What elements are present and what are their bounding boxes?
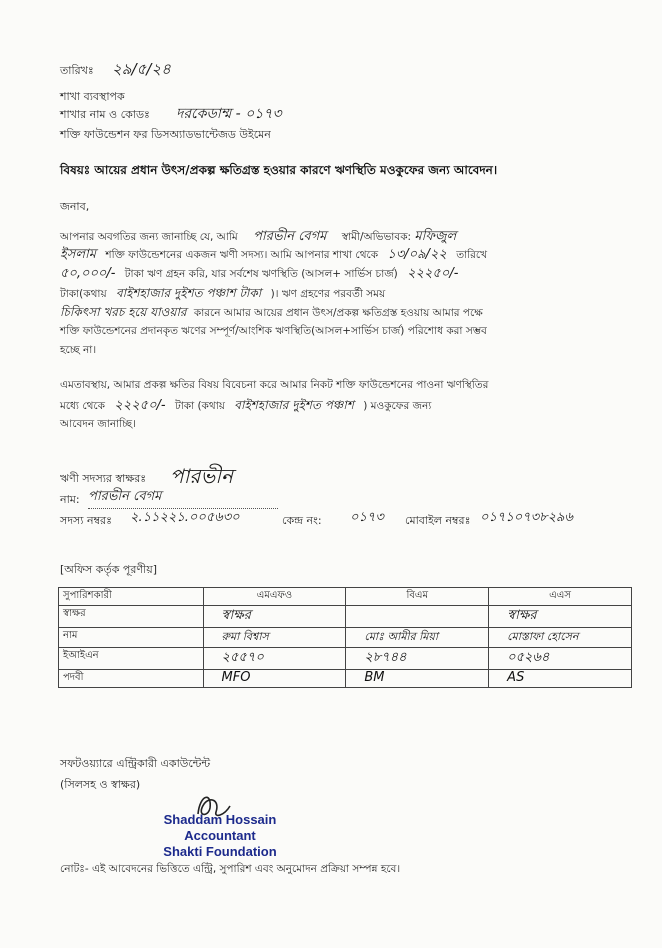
org-line: শক্তি ফাউন্ডেশন ফর ডিসঅ্যাডভান্টেজড উইমেন	[60, 128, 271, 141]
row-label-name: নাম	[59, 628, 204, 648]
branch-value: দরকেডাম্ম - ০১৭৩	[176, 106, 282, 122]
para1-text: টাকা(কথায়	[60, 288, 107, 300]
para1-text: কারনে আমার আয়ের প্রধান উৎস/প্রকল্প ক্ষতিগ্রস্ত হওয়ায় আমার পক্ষে	[193, 307, 483, 319]
para2-line2	[60, 398, 630, 413]
office-table	[58, 587, 632, 688]
waive-words-handwritten: বাইশহাজার দুইশত পঞ্চাশ	[234, 398, 354, 412]
bm-designation: BM	[364, 670, 385, 685]
para2-text: মধ্যে থেকে	[60, 400, 105, 412]
center-value: ০১৭৩	[350, 510, 384, 525]
accountant-line: সফটওয়্যারে এন্ট্রিকারী একাউন্টেন্ট	[60, 757, 211, 770]
subject-line: বিষয়ঃ আয়ের প্রধান উৎস/প্রকল্প ক্ষতিগ্রস্ত হওয়ার কারণে ঋণস্থিতি মওকুফের জন্য আবেদন।	[60, 163, 498, 177]
bm-ein: ২৮৭৪৪	[364, 650, 407, 665]
para1-text: টাকা ঋণ গ্রহন করি, যার সর্বশেষ ঋণস্থিতি (আসল+ সার্ভিস চার্জ)	[124, 268, 398, 280]
table-row	[59, 648, 632, 670]
mfo-designation: MFO	[221, 670, 251, 685]
table-row	[59, 628, 632, 648]
reason-handwritten: চিকিৎসা খরচ হয়ে যাওয়ার	[60, 305, 187, 319]
mfo-signature: স্বাক্ষর	[221, 608, 251, 623]
office-section-title: [অফিস কর্তৃক পূরণীয়]	[60, 563, 157, 576]
balance-words-handwritten: বাইশহাজার দুইশত পঞ্চাশ টাকা	[115, 286, 262, 300]
col-header-bm: বিএম	[346, 588, 489, 606]
para1-text: তারিখে	[456, 249, 488, 261]
member-signature: পারভীন	[170, 464, 233, 488]
mfo-name: রুমা বিশ্বাস	[221, 630, 269, 643]
stamp-name: Shaddam Hossain	[163, 812, 277, 827]
table-row	[59, 606, 632, 628]
table-row	[59, 588, 632, 606]
table-row	[59, 670, 632, 688]
as-name: মোস্তাফা হোসেন	[507, 630, 579, 643]
para1-line3	[60, 267, 630, 281]
center-label: কেন্দ্র নং:	[282, 514, 322, 527]
mobile-value: ০১৭১০৭৩৮২৯৬	[480, 510, 573, 525]
row-label-designation: পদবী	[59, 670, 204, 688]
mfo-ein: ২৫৫৭০	[221, 650, 264, 665]
as-designation: AS	[507, 670, 525, 685]
row-label-recommender: সুপারিশকারী	[59, 588, 204, 606]
balance-handwritten: ২২২৫০/-	[407, 266, 459, 281]
stamp-org: Shakti Foundation	[163, 844, 277, 859]
salutation: জনাব,	[60, 200, 90, 213]
row-label-ein: ইআইএন	[59, 648, 204, 670]
stamp-title: Accountant	[184, 828, 256, 843]
mobile-label: মোবাইল নম্বরঃ	[405, 514, 471, 527]
guardian-handwritten: মফিজুল	[414, 229, 457, 244]
date-label: তারিখঃ	[60, 64, 94, 77]
col-header-mfo: এমএফও	[203, 588, 346, 606]
member-id-label: সদস্য নম্বরঃ	[60, 514, 112, 527]
guardian-handwritten-cont: ইসলাম	[60, 247, 97, 262]
seal-line: (সিলসহ ও স্বাক্ষর)	[60, 778, 141, 791]
date-value: ২৯/৫/২৪	[112, 60, 171, 78]
para1-line7: হচ্ছে না।	[60, 344, 97, 356]
para1-line1	[60, 230, 630, 244]
as-signature: স্বাক্ষর	[507, 608, 537, 623]
loan-date-handwritten: ১৩/০৯/২২	[387, 247, 447, 262]
branch-label: শাখার নাম ও কোডঃ	[60, 108, 150, 121]
waive-amount-handwritten: ২২২৫০/-	[114, 398, 166, 413]
para1-line2	[60, 248, 630, 262]
member-id-value: ২.১১২২১.০০৫৬৩০	[130, 510, 240, 525]
row-label-signature: স্বাক্ষর	[59, 606, 204, 628]
as-ein: ০৫২৬৪	[507, 650, 550, 665]
loan-amount-handwritten: ৫০,০০০/-	[60, 266, 116, 281]
applicant-name-handwritten: পারভীন বেগম	[253, 229, 327, 244]
para2-line1: এমতাবস্থায়, আমার প্রকল্প ক্ষতির বিষয় বিবেচনা করে আমার নিকট শক্তি ফাউন্ডেশনের পাওনা ঋণস্থিতির	[60, 379, 489, 391]
para1-line4	[60, 286, 630, 301]
member-name-value: পারভীন বেগম	[88, 487, 278, 509]
guardian-label: স্বামী/অভিভাবক:	[341, 231, 412, 243]
para2-line3: আবেদন জানাচ্ছি।	[60, 418, 136, 430]
para1-text: আপনার অবগতির জন্য জানাচ্ছি যে, আমি	[60, 231, 238, 243]
para2-text: টাকা (কথায়	[174, 400, 225, 412]
col-header-as: এএস	[489, 588, 632, 606]
footer-note: নোটঃ- এই আবেদনের ভিত্তিতে এন্ট্রি, সুপারিশ এবং অনুমোদন প্রক্রিয়া সম্পন্ন হবে।	[60, 863, 401, 875]
to-line: শাখা ব্যবস্থাপক	[60, 90, 125, 103]
member-signature-label: ঋণী সদস্যর স্বাক্ষরঃ	[60, 472, 147, 485]
para1-line5	[60, 305, 630, 320]
bm-name: মোঃ আমীর মিয়া	[364, 630, 439, 643]
para1-text: )। ঋণ গ্রহণের পরবর্তী সময়	[270, 288, 386, 300]
para1-text: শক্তি ফাউন্ডেশনের একজন ঋণী সদস্য। আমি আপনার শাখা থেকে	[105, 249, 379, 261]
para2-text: ) মওকুফের জন্য	[363, 400, 432, 412]
para1-line6: শক্তি ফাউন্ডেশনের প্রদানকৃত ঋণের সম্পূর্ণ/আংশিক ঋণস্থিতি(আসল+সার্ভিস চার্জ) পরিশোধ করা সম্ভব	[60, 325, 487, 337]
accountant-stamp	[140, 812, 300, 860]
member-name-label: নাম:	[60, 493, 80, 506]
